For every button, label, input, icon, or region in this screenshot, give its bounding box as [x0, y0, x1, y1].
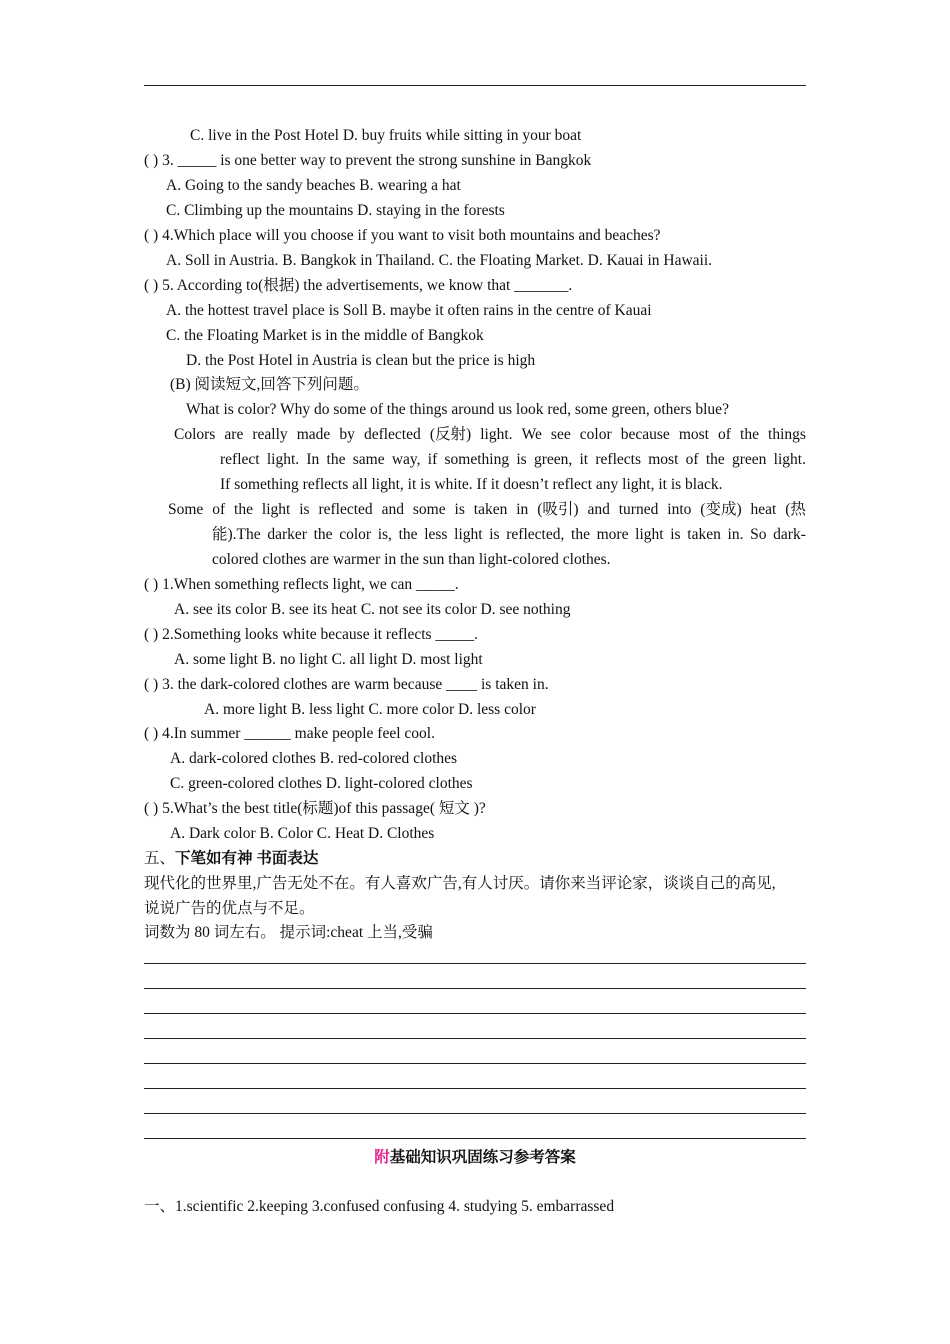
- word: Colors: [174, 426, 216, 443]
- word: reflect: [220, 451, 260, 468]
- writing-title: 下笔如有神 书面表达: [175, 850, 319, 867]
- word: (变成): [700, 501, 742, 518]
- b-q2-options: A. some light B. no light C. all light D. most light: [174, 651, 483, 668]
- word: dark-: [773, 526, 806, 543]
- word: made: [296, 426, 331, 443]
- word: green: [732, 451, 767, 468]
- word: is: [516, 451, 527, 468]
- word: the: [234, 501, 253, 518]
- writing-prompt-line2: 说说广告的优点与不足。: [144, 900, 315, 917]
- reading-b-heading: (B) 阅读短文,回答下列问题。: [170, 376, 369, 393]
- word: light.: [266, 451, 300, 468]
- word: 能).The: [212, 526, 261, 543]
- passage-p3-line3: colored clothes are warmer in the sun than light-colored clothes.: [212, 551, 611, 568]
- word: see: [550, 426, 571, 443]
- b-q4-options-2: C. green-colored clothes D. light-colored clothes: [170, 775, 473, 792]
- word: (热: [785, 501, 806, 518]
- word: is: [670, 526, 681, 543]
- word: is,: [377, 526, 392, 543]
- b-q3-options: A. more light B. less light C. more color D. less color: [204, 701, 536, 718]
- word: of: [718, 426, 731, 443]
- word: is: [454, 501, 465, 518]
- word: (吸引): [537, 501, 579, 518]
- word: way,: [391, 451, 421, 468]
- word: less: [424, 526, 448, 543]
- passage-p3-line2: [212, 525, 806, 545]
- writing-prompt-line3: 词数为 80 词左右。 提示词:cheat 上当,受骗: [144, 924, 433, 941]
- word: most: [678, 426, 709, 443]
- word: and: [381, 501, 404, 518]
- word: taken: [687, 526, 721, 543]
- word: and: [587, 501, 610, 518]
- q2-options: C. live in the Post Hotel D. buy fruits while sitting in your boat: [190, 127, 582, 144]
- word: of: [685, 451, 699, 468]
- word: reflected,: [506, 526, 565, 543]
- answer-key-title: [0, 1148, 950, 1168]
- word: reflects: [595, 451, 641, 468]
- writing-line: [144, 1013, 806, 1014]
- writing-line: [144, 1088, 806, 1089]
- word: turned: [618, 501, 659, 518]
- word: because: [620, 426, 670, 443]
- word: Some: [168, 501, 204, 518]
- writing-line: [144, 1138, 806, 1139]
- word: In: [306, 451, 320, 468]
- writing-line: [144, 1063, 806, 1064]
- writing-line: [144, 988, 806, 989]
- word: of: [212, 501, 226, 518]
- passage-p2-line3: If something reflects all light, it is white. If it doesn’t reflect any light, it is black.: [220, 476, 723, 493]
- word: reflected: [318, 501, 373, 518]
- word: 现代化的世界里,广告无处不在。有人喜欢广告,有人讨厌。请你来当评论家，谈谈自己的高见,: [144, 875, 776, 892]
- word: light.: [480, 426, 513, 443]
- word: same: [352, 451, 385, 468]
- word: the: [705, 451, 725, 468]
- word: heat: [750, 501, 777, 518]
- passage-p3-line1: [168, 500, 806, 520]
- word: in.: [727, 526, 744, 543]
- word: deflected: [363, 426, 421, 443]
- b-question-5: ( ) 5.What’s the best title(标题)of this passage( 短文 )?: [144, 800, 486, 817]
- question-5: ( ) 5. According to(根据) the advertisements, we know that _______.: [144, 277, 573, 294]
- word: most: [648, 451, 679, 468]
- b-question-2: ( ) 2.Something looks white because it reflects _____.: [144, 626, 479, 643]
- word: something: [444, 451, 510, 468]
- writing-line: [144, 1113, 806, 1114]
- word: things: [768, 426, 806, 443]
- q5-options-3: D. the Post Hotel in Austria is clean but the price is high: [186, 352, 536, 369]
- q4-options: A. Soll in Austria. B. Bangkok in Thailand. C. the Floating Market. D. Kauai in Hawaii.: [166, 252, 713, 269]
- q5-options-2: C. the Floating Market is in the middle of Bangkok: [166, 327, 484, 344]
- word: color: [339, 526, 372, 543]
- word: the: [740, 426, 759, 443]
- word: is: [299, 501, 310, 518]
- b-question-3: ( ) 3. the dark-colored clothes are warm because ____ is taken in.: [144, 676, 549, 693]
- word: green,: [533, 451, 573, 468]
- word: it: [579, 451, 589, 468]
- b-q4-options-1: A. dark-colored clothes B. red-colored clothes: [170, 750, 458, 767]
- word: the: [313, 526, 333, 543]
- word: more: [596, 526, 629, 543]
- word: if: [427, 451, 438, 468]
- b-question-4: ( ) 4.In summer ______ make people feel cool.: [144, 725, 435, 742]
- writing-line: [144, 963, 806, 964]
- word: the: [326, 451, 346, 468]
- answer-key-prefix: 附: [374, 1149, 390, 1166]
- b-question-1: ( ) 1.When something reflects light, we can _____.: [144, 576, 459, 593]
- passage-p1: What is color? Why do some of the things around us look red, some green, others blue?: [186, 401, 729, 418]
- word: light: [635, 526, 664, 543]
- word: color: [579, 426, 612, 443]
- word: into: [667, 501, 692, 518]
- word: (反射): [429, 426, 472, 443]
- word: are: [224, 426, 244, 443]
- word: by: [339, 426, 355, 443]
- writing-line: [144, 1038, 806, 1039]
- q3-options-2: C. Climbing up the mountains D. staying in the forests: [166, 202, 505, 219]
- answer-key-title-text: 基础知识巩固练习参考答案: [389, 1149, 576, 1166]
- q5-options-1: A. the hottest travel place is Soll B. maybe it often rains in the centre of Kauai: [166, 302, 652, 319]
- word: in: [516, 501, 529, 518]
- q3-options-1: A. Going to the sandy beaches B. wearing a hat: [166, 177, 461, 194]
- question-3: ( ) 3. _____ is one better way to prevent the strong sunshine in Bangkok: [144, 152, 592, 169]
- word: light: [261, 501, 291, 518]
- passage-p2-line2: [220, 450, 806, 470]
- word: the: [398, 526, 418, 543]
- word: some: [412, 501, 446, 518]
- writing-number: 五、: [144, 850, 176, 867]
- b-q1-options: A. see its color B. see its heat C. not see its color D. see nothing: [174, 601, 571, 618]
- header-rule: [144, 85, 806, 86]
- word: is: [489, 526, 500, 543]
- b-q5-options: A. Dark color B. Color C. Heat D. Clothes: [170, 825, 435, 842]
- word: We: [521, 426, 542, 443]
- question-4: ( ) 4.Which place will you choose if you want to visit both mountains and beaches?: [144, 227, 661, 244]
- word: really: [252, 426, 288, 443]
- word: light: [454, 526, 483, 543]
- word: taken: [473, 501, 508, 518]
- writing-prompt-line1: [144, 874, 806, 894]
- word: the: [571, 526, 590, 543]
- word: darker: [267, 526, 307, 543]
- writing-heading: [144, 849, 318, 869]
- answer-line-1: 一、1.scientific 2.keeping 3.confused confusing 4. studying 5. embarrassed: [144, 1198, 615, 1215]
- word: light.: [773, 451, 806, 468]
- word: So: [750, 526, 767, 543]
- passage-p2-line1: [174, 425, 806, 445]
